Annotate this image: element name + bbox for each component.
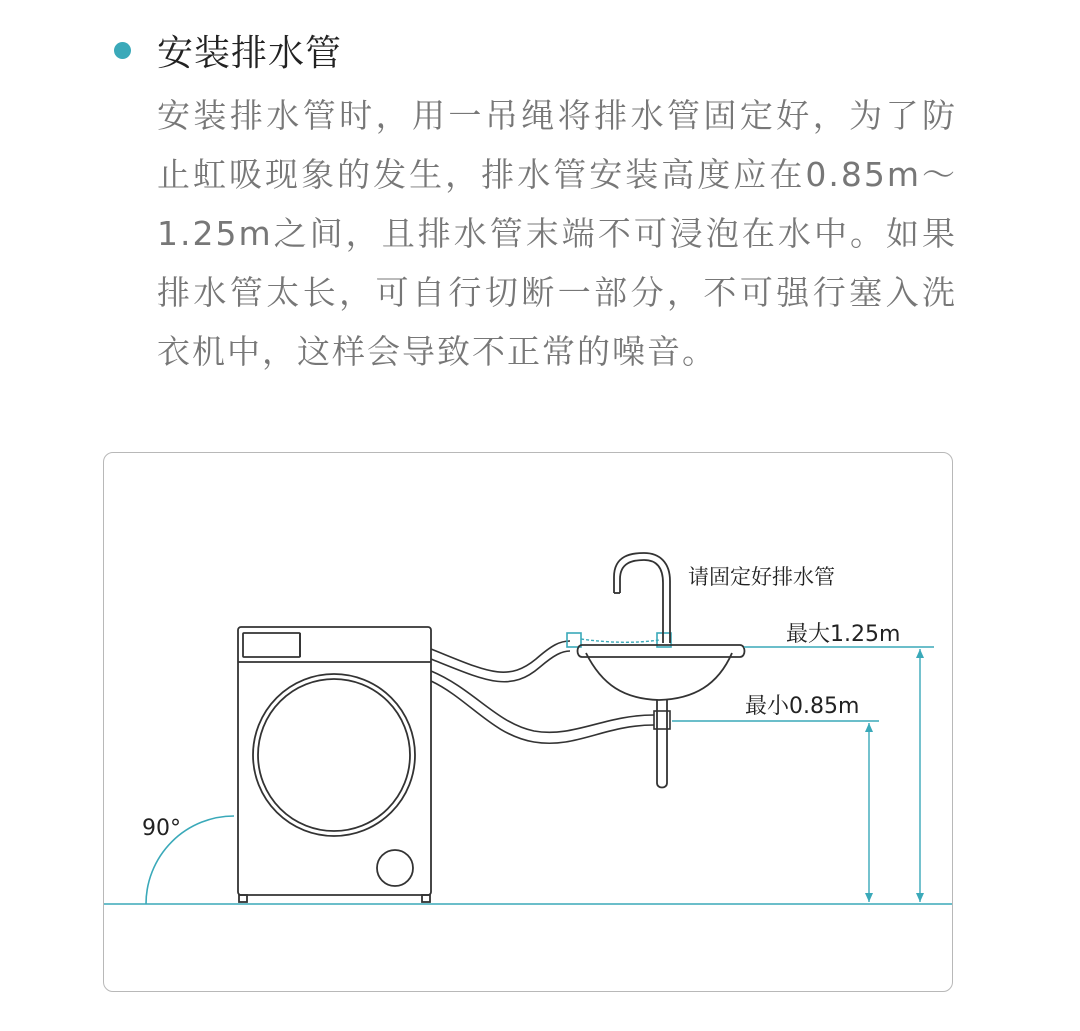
machine-foot-left: [239, 895, 247, 902]
drain-pipe: [657, 700, 667, 788]
faucet-outer: [614, 553, 670, 643]
angle-label: 90°: [142, 816, 181, 841]
machine-body: [238, 627, 431, 895]
diagram-svg: [104, 453, 953, 992]
hose-clip: [567, 633, 581, 647]
min-arrow-up: [865, 723, 873, 732]
upper-hose-inner: [431, 651, 570, 682]
lower-hose-outer: [431, 671, 654, 732]
door-outer-ring: [253, 674, 415, 836]
washing-machine: [238, 627, 431, 902]
door-inner-ring: [258, 679, 410, 831]
bullet-icon: [114, 42, 131, 59]
max-arrow-down: [916, 893, 924, 902]
installation-diagram: [103, 452, 953, 992]
filter-cap: [377, 850, 413, 886]
section-title: 安装排水管: [157, 32, 343, 74]
min-height-label: 最小0.85m: [745, 694, 860, 719]
max-arrow-up: [916, 649, 924, 658]
tie-rope: [581, 639, 659, 642]
sink-basin: [586, 653, 732, 700]
min-arrow-down: [865, 893, 873, 902]
faucet-inner: [620, 560, 663, 643]
detergent-drawer: [243, 633, 300, 657]
fix-hose-label: 请固定好排水管: [688, 565, 835, 589]
machine-foot-right: [422, 895, 430, 902]
section-header: [114, 22, 342, 78]
max-height-label: 最大1.25m: [786, 622, 901, 647]
instruction-text: 安装排水管时，用一吊绳将排水管固定好，为了防止虹吸现象的发生，排水管安装高度应在0.85m～1.25m之间，且排水管末端不可浸泡在水中。如果排水管太长，可自行切断一部分，不可强行塞入洗衣机中，这样会导致不正常的噪音。: [157, 96, 957, 371]
